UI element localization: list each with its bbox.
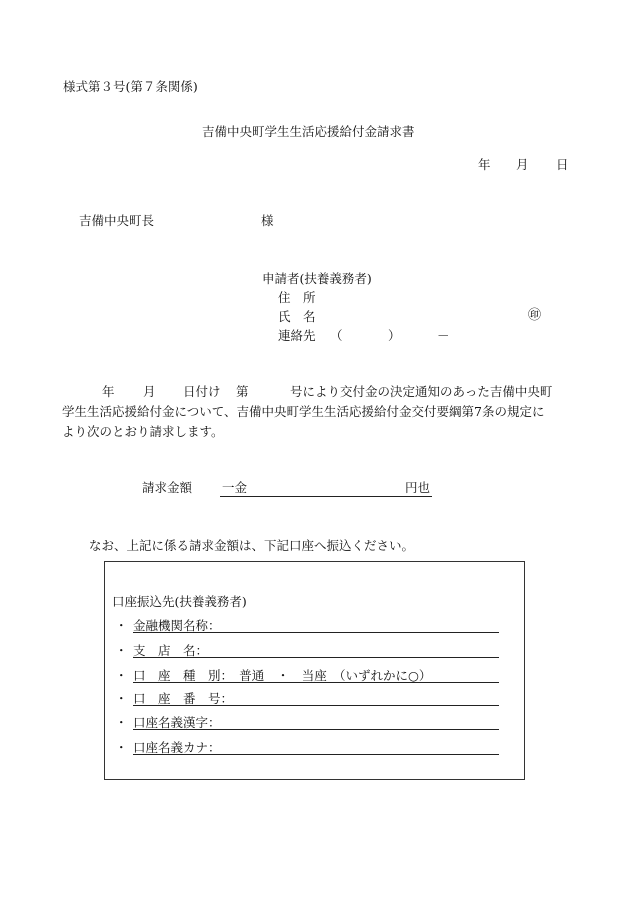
bank-field-label: 口座名義カナ： — [133, 740, 221, 755]
document-title: 吉備中央町学生生活応援給付金請求書 — [202, 124, 415, 139]
bullet: ・ — [115, 691, 128, 706]
claim-amount-line — [220, 480, 432, 497]
applicant-address-label: 住 所 — [278, 290, 316, 305]
bullet: ・ — [115, 668, 128, 683]
applicant-contact-label: 連絡先 — [278, 328, 316, 343]
bank-field-institution — [115, 616, 499, 633]
bank-field-label: 口 座 番 号： — [133, 691, 234, 706]
body-line2: 学生生活応援給付金について、吉備中央町学生生活応援給付金交付要綱第7条の規定に — [62, 404, 545, 419]
body-number-prefix: 第 — [236, 384, 249, 399]
claim-prefix: 一金 — [222, 480, 248, 495]
contact-dash: － — [437, 328, 450, 343]
body-line3: より次のとおり請求します。 — [62, 424, 224, 439]
claim-suffix: 円也 — [404, 480, 430, 495]
body-month: 月 — [143, 384, 156, 399]
bank-field-holder-kana — [115, 738, 499, 755]
addressee-honorific: 様 — [261, 213, 274, 228]
bullet: ・ — [115, 740, 128, 755]
bank-transfer-box — [104, 561, 525, 780]
underline — [133, 632, 499, 633]
underline — [133, 682, 499, 683]
date-month: 月 — [516, 157, 529, 172]
bank-field-account-number — [115, 689, 499, 706]
underline — [133, 729, 499, 730]
bullet: ・ — [115, 618, 128, 633]
transfer-note: なお、上記に係る請求金額は、下記口座へ振込ください。 — [89, 538, 415, 553]
form-number: 様式第３号(第７条関係) — [63, 79, 198, 94]
bank-field-label: 金融機関名称： — [133, 618, 221, 633]
date-year: 年 — [478, 157, 491, 172]
bank-field-branch — [115, 641, 499, 658]
body-year: 年 — [102, 384, 115, 399]
bullet: ・ — [115, 715, 128, 730]
applicant-name-label: 氏 名 — [278, 309, 316, 324]
underline — [133, 657, 499, 658]
bank-field-label: 支 店 名： — [133, 643, 209, 658]
bank-field-account-type — [115, 666, 499, 683]
body-line1-rest: 号により交付金の決定通知のあった吉備中央町 — [290, 384, 553, 399]
applicant-heading: 申請者(扶養義務者) — [262, 271, 372, 286]
bank-field-label: 口座名義漢字： — [133, 715, 221, 730]
bank-box-heading: 口座振込先(扶養義務者) — [112, 594, 247, 609]
underline — [133, 754, 499, 755]
addressee-name: 吉備中央町長 — [79, 213, 155, 228]
contact-paren-open: （ — [330, 328, 343, 343]
underline — [133, 705, 499, 706]
bank-field-label: 口 座 種 別： 普通 ・ 当座 （いずれかに○） — [133, 668, 432, 683]
bank-field-holder-kanji — [115, 713, 499, 730]
contact-paren-close: ） — [388, 328, 401, 343]
date-day: 日 — [556, 157, 569, 172]
seal-mark: ㊞ — [528, 308, 542, 323]
claim-label: 請求金額 — [142, 480, 193, 495]
bullet: ・ — [115, 643, 128, 658]
body-dated: 日付け — [183, 384, 221, 399]
